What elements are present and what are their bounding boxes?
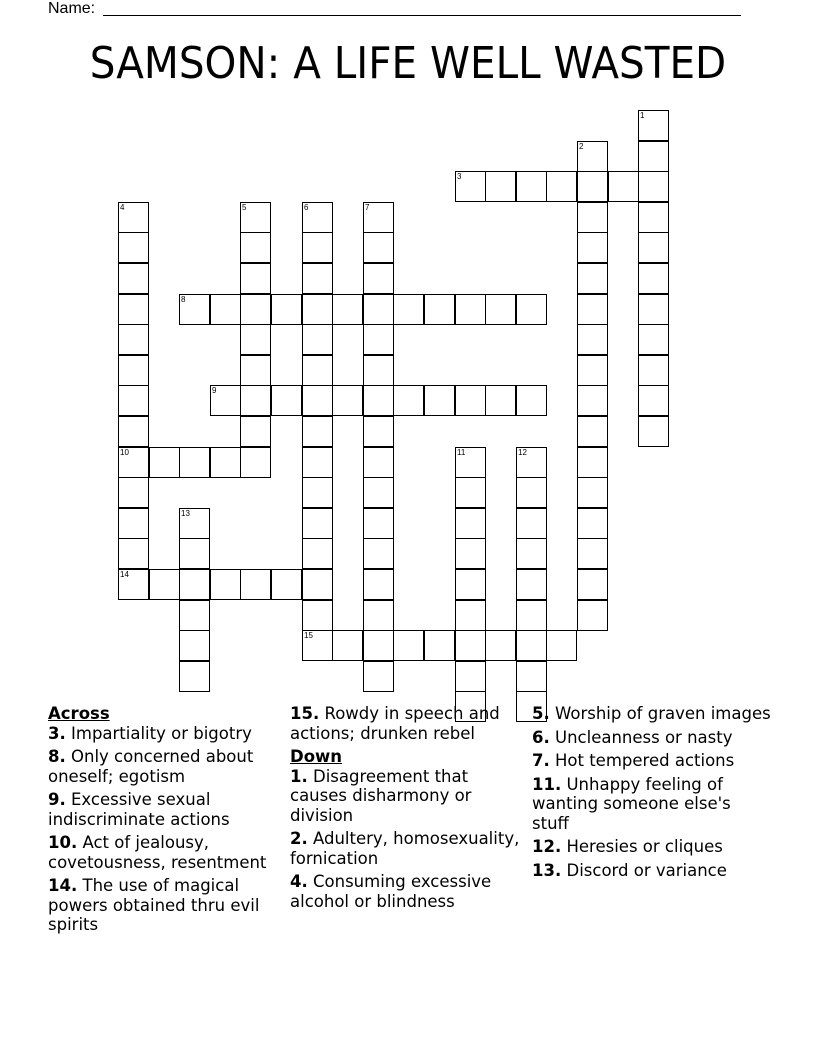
grid-cell[interactable] (638, 202, 669, 233)
grid-cell[interactable] (577, 171, 608, 202)
grid-cell[interactable] (118, 202, 149, 233)
grid-cell[interactable] (516, 569, 547, 600)
clue-down-13: 13. Discord or variance (532, 860, 727, 880)
grid-cell[interactable] (302, 294, 333, 325)
grid-cell[interactable] (638, 355, 669, 386)
cell-number: 9 (212, 386, 217, 395)
grid-cell[interactable] (240, 355, 271, 386)
grid-cell[interactable] (424, 294, 455, 325)
grid-cell[interactable] (638, 171, 669, 202)
clue-down-2: 2. Adultery, homosexuality, fornication (290, 829, 520, 868)
grid-cell[interactable] (240, 294, 271, 325)
grid-cell[interactable] (332, 630, 363, 661)
grid-cell[interactable] (363, 538, 394, 569)
grid-cell[interactable] (455, 294, 486, 325)
grid-cell[interactable] (302, 324, 333, 355)
grid-cell[interactable] (638, 232, 669, 263)
grid-cell[interactable] (363, 232, 394, 263)
grid-cell[interactable] (577, 416, 608, 447)
grid-cell[interactable] (302, 232, 333, 263)
grid-cell[interactable] (577, 477, 608, 508)
grid-cell[interactable] (516, 661, 547, 692)
cell-number: 4 (120, 203, 125, 212)
grid-cell[interactable] (455, 569, 486, 600)
grid-cell[interactable] (577, 202, 608, 233)
grid-cell[interactable] (240, 263, 271, 294)
grid-cell[interactable] (302, 355, 333, 386)
cell-number: 7 (365, 203, 370, 212)
grid-cell[interactable] (363, 569, 394, 600)
grid-cell[interactable] (363, 630, 394, 661)
cell-number: 12 (518, 448, 527, 457)
grid-cell[interactable] (577, 324, 608, 355)
grid-cell[interactable] (455, 477, 486, 508)
grid-cell[interactable] (393, 294, 424, 325)
grid-cell[interactable] (363, 477, 394, 508)
grid-cell[interactable] (577, 263, 608, 294)
grid-cell[interactable] (363, 447, 394, 478)
cell-number: 6 (304, 203, 309, 212)
cell-number: 11 (457, 448, 466, 457)
grid-cell[interactable] (485, 294, 516, 325)
name-label: Name: (48, 0, 96, 17)
grid-cell[interactable] (516, 600, 547, 631)
cell-number: 5 (242, 203, 247, 212)
cell-number: 10 (120, 448, 129, 457)
grid-cell[interactable] (577, 447, 608, 478)
grid-cell[interactable] (455, 600, 486, 631)
grid-cell[interactable] (638, 416, 669, 447)
grid-cell[interactable] (118, 538, 149, 569)
grid-cell[interactable] (455, 447, 486, 478)
down-heading: Down (290, 747, 343, 766)
grid-cell[interactable] (302, 538, 333, 569)
grid-cell[interactable] (424, 630, 455, 661)
grid-cell[interactable] (118, 355, 149, 386)
grid-cell[interactable] (577, 569, 608, 600)
clues-column-3 (532, 702, 772, 884)
grid-cell[interactable] (485, 171, 516, 202)
cell-number: 14 (120, 570, 129, 579)
grid-cell[interactable] (271, 385, 302, 416)
clues-column-1 (48, 702, 284, 939)
grid-cell[interactable] (363, 355, 394, 386)
cell-number: 2 (579, 142, 584, 151)
grid-cell[interactable] (118, 263, 149, 294)
grid-cell[interactable] (363, 508, 394, 539)
grid-cell[interactable] (240, 447, 271, 478)
clue-across-14: 14. The use of magical powers obtained thru evil spirits (48, 876, 260, 934)
grid-cell[interactable] (516, 171, 547, 202)
grid-cell[interactable] (516, 538, 547, 569)
grid-cell[interactable] (577, 141, 608, 172)
grid-cell[interactable] (179, 630, 210, 661)
across-heading: Across (48, 704, 110, 723)
grid-cell[interactable] (118, 447, 149, 478)
grid-cell[interactable] (302, 508, 333, 539)
grid-cell[interactable] (179, 569, 210, 600)
grid-cell[interactable] (179, 538, 210, 569)
grid-cell[interactable] (240, 324, 271, 355)
grid-cell[interactable] (240, 385, 271, 416)
grid-cell[interactable] (363, 263, 394, 294)
grid-cell[interactable] (210, 447, 241, 478)
grid-cell[interactable] (455, 171, 486, 202)
grid-cell[interactable] (240, 416, 271, 447)
grid-cell[interactable] (363, 294, 394, 325)
grid-cell[interactable] (638, 141, 669, 172)
grid-cell[interactable] (638, 110, 669, 141)
grid-cell[interactable] (302, 202, 333, 233)
grid-cell[interactable] (516, 447, 547, 478)
grid-cell[interactable] (455, 385, 486, 416)
grid-cell[interactable] (546, 171, 577, 202)
grid-cell[interactable] (363, 385, 394, 416)
clue-across-8: 8. Only concerned about oneself; egotism (48, 747, 254, 786)
grid-cell[interactable] (577, 294, 608, 325)
grid-cell[interactable] (118, 508, 149, 539)
clue-across-10: 10. Act of jealousy, covetousness, resentment (48, 833, 267, 872)
grid-cell[interactable] (118, 416, 149, 447)
cell-number: 3 (457, 172, 462, 181)
grid-cell[interactable] (363, 600, 394, 631)
grid-cell[interactable] (302, 416, 333, 447)
grid-cell[interactable] (577, 385, 608, 416)
grid-cell[interactable] (240, 569, 271, 600)
grid-cell[interactable] (179, 600, 210, 631)
grid-cell[interactable] (240, 232, 271, 263)
page-title: SAMSON: A LIFE WELL WASTED (89, 38, 727, 89)
grid-cell[interactable] (271, 294, 302, 325)
grid-cell[interactable] (179, 661, 210, 692)
clue-down-1: 1. Disagreement that causes disharmony or division (290, 766, 472, 825)
grid-cell[interactable] (271, 569, 302, 600)
grid-cell[interactable] (455, 508, 486, 539)
grid-cell[interactable] (210, 294, 241, 325)
grid-cell[interactable] (485, 630, 516, 661)
grid-cell[interactable] (608, 171, 639, 202)
grid-cell[interactable] (118, 232, 149, 263)
grid-cell[interactable] (455, 630, 486, 661)
grid-cell[interactable] (424, 385, 455, 416)
grid-cell[interactable] (118, 294, 149, 325)
grid-cell[interactable] (149, 569, 180, 600)
cell-number: 13 (181, 509, 190, 518)
grid-cell[interactable] (577, 538, 608, 569)
clue-down-4: 4. Consuming excessive alcohol or blindness (290, 872, 492, 911)
grid-cell[interactable] (302, 569, 333, 600)
clue-down-5: 5. Worship of graven images (532, 704, 771, 723)
clue-down-6: 6. Uncleanness or nasty (532, 727, 733, 747)
grid-cell[interactable] (332, 385, 363, 416)
clue-across-9: 9. Excessive sexual indiscriminate actions (48, 790, 230, 829)
clue-across-15: 15. Rowdy in speech and actions; drunken rebel (290, 704, 500, 743)
grid-cell[interactable] (118, 385, 149, 416)
grid-cell[interactable] (210, 569, 241, 600)
grid-cell[interactable] (118, 324, 149, 355)
grid-cell[interactable] (638, 294, 669, 325)
grid-cell[interactable] (363, 324, 394, 355)
grid-cell[interactable] (332, 294, 363, 325)
grid-cell[interactable] (577, 600, 608, 631)
grid-cell[interactable] (455, 538, 486, 569)
grid-cell[interactable] (485, 385, 516, 416)
grid-cell[interactable] (363, 661, 394, 692)
grid-cell[interactable] (118, 477, 149, 508)
grid-cell[interactable] (393, 630, 424, 661)
grid-cell[interactable] (302, 477, 333, 508)
grid-cell[interactable] (179, 508, 210, 539)
grid-cell[interactable] (516, 294, 547, 325)
clue-down-12: 12. Heresies or cliques (532, 837, 723, 856)
clues-column-2 (290, 702, 526, 915)
cell-number: 15 (304, 631, 313, 640)
grid-cell[interactable] (149, 447, 180, 478)
grid-cell[interactable] (516, 477, 547, 508)
grid-cell[interactable] (577, 355, 608, 386)
grid-cell[interactable] (179, 447, 210, 478)
grid-cell[interactable] (516, 508, 547, 539)
grid-cell[interactable] (455, 661, 486, 692)
clue-across-3: 3. Impartiality or bigotry (48, 723, 252, 743)
grid-cell[interactable] (577, 508, 608, 539)
grid-cell[interactable] (240, 202, 271, 233)
cell-number: 8 (181, 295, 186, 304)
clue-down-7: 7. Hot tempered actions (532, 751, 735, 770)
grid-cell[interactable] (179, 294, 210, 325)
grid-cell[interactable] (302, 600, 333, 631)
grid-cell[interactable] (546, 630, 577, 661)
grid-cell[interactable] (363, 416, 394, 447)
grid-cell[interactable] (118, 569, 149, 600)
grid-cell[interactable] (393, 385, 424, 416)
cell-number: 1 (640, 111, 645, 120)
grid-cell[interactable] (638, 385, 669, 416)
grid-cell[interactable] (638, 324, 669, 355)
clue-down-11: 11. Unhappy feeling of wanting someone else's stuff (532, 774, 731, 833)
grid-cell[interactable] (363, 202, 394, 233)
grid-cell[interactable] (302, 630, 333, 661)
grid-cell[interactable] (516, 385, 547, 416)
grid-cell[interactable] (577, 232, 608, 263)
grid-cell[interactable] (638, 263, 669, 294)
grid-cell[interactable] (210, 385, 241, 416)
grid-cell[interactable] (516, 630, 547, 661)
grid-cell[interactable] (302, 385, 333, 416)
grid-cell[interactable] (302, 447, 333, 478)
grid-cell[interactable] (302, 263, 333, 294)
